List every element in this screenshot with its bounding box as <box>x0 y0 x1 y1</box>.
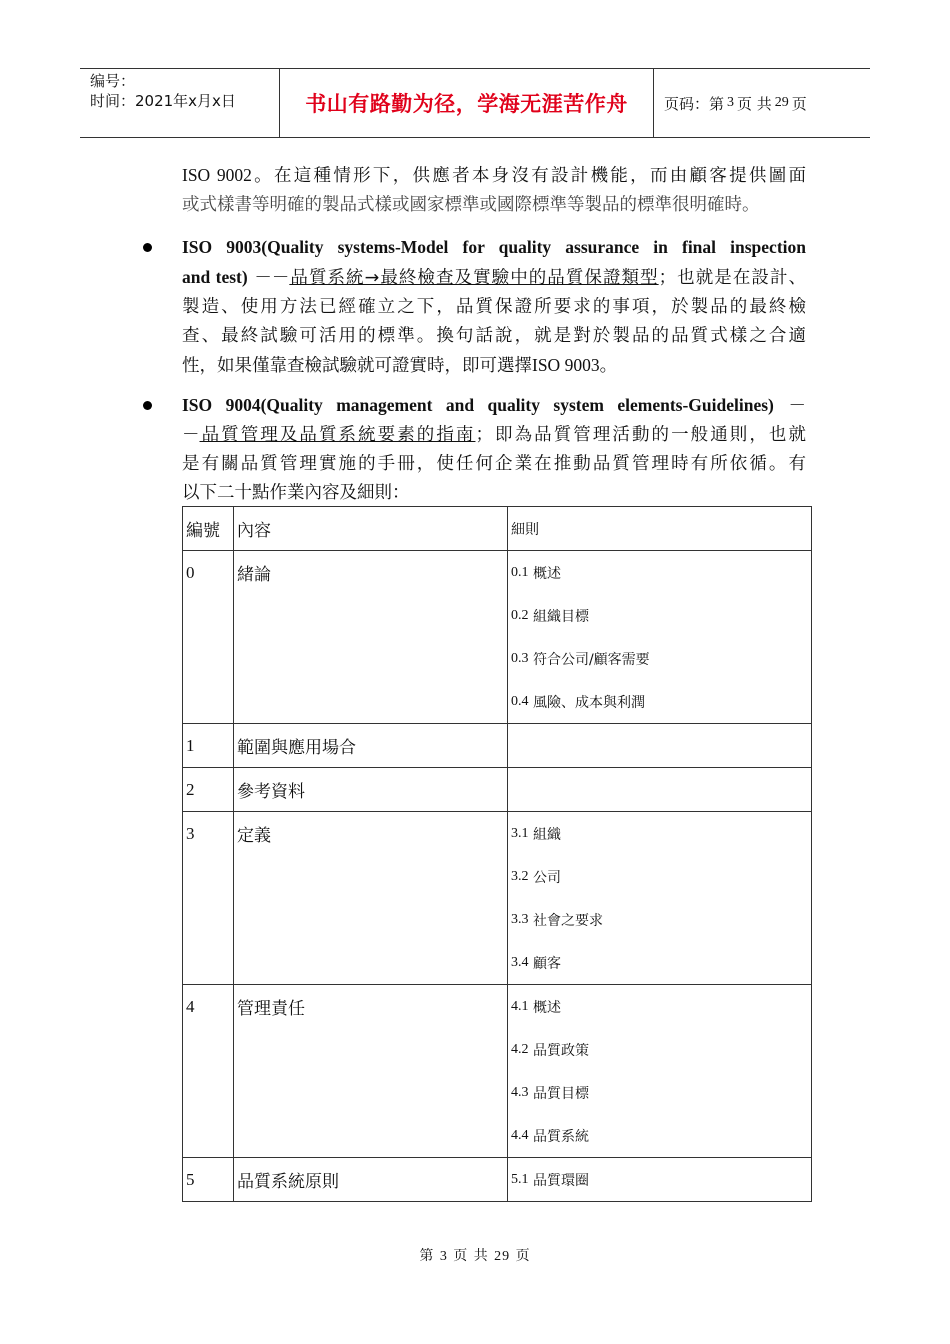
row-details-cell <box>508 1158 812 1202</box>
detail-item <box>508 1028 811 1071</box>
iso9003-line-2 <box>182 263 806 293</box>
iso9004-title: ISO 9004(Quality management and quality system elements-Guidelines) <box>182 395 774 415</box>
number-label: 编号： <box>90 72 136 90</box>
detail-text: 品質政策 <box>528 1042 589 1059</box>
iso9003-line-5-code: ISO 9003 <box>532 355 600 375</box>
page-suffix: 页 <box>791 94 807 113</box>
elements-table <box>182 506 812 1202</box>
footer-total: 29 <box>494 1249 511 1264</box>
row-content-cell <box>234 1158 508 1202</box>
iso9004-dash-2: － <box>182 425 200 445</box>
header-motto: 书山有路勤为径，学海无涯苦作舟 <box>280 69 654 137</box>
header-details: 細則 <box>511 521 539 538</box>
row-content-cell <box>234 812 508 985</box>
iso9003-line-3: 製造、使用方法已經確立之下，品質保證所要求的事項，於製品的最終檢 <box>182 297 806 317</box>
detail-item <box>508 1158 811 1201</box>
row-content: 緒論 <box>237 565 271 585</box>
detail-number: 4.1 <box>511 998 529 1014</box>
detail-item <box>508 680 811 723</box>
row-number: 5 <box>186 1169 195 1189</box>
table-row <box>183 724 812 768</box>
intro-paragraph <box>182 161 806 220</box>
header-content: 內容 <box>237 521 271 541</box>
detail-number: 0.4 <box>511 693 529 709</box>
row-content-cell <box>234 985 508 1158</box>
iso9003-title: ISO 9003(Quality systems-Model for quality assurance in final inspection <box>182 237 806 257</box>
row-content: 品質系統原則 <box>237 1172 339 1192</box>
row-no-cell <box>183 812 234 985</box>
iso9004-line-3: 是有關品質管理實施的手冊，使任何企業在推動品質管理時有所依循。有 <box>182 454 806 474</box>
table-row <box>183 985 812 1158</box>
row-details-cell <box>508 812 812 985</box>
iso9004-dash-1: － <box>773 396 806 416</box>
intro-code: ISO 9002 <box>182 165 252 185</box>
row-content-cell <box>234 724 508 768</box>
row-no-cell <box>183 724 234 768</box>
detail-number: 4.2 <box>511 1041 529 1057</box>
row-details-cell <box>508 768 812 812</box>
footer-suffix: 页 <box>515 1248 531 1264</box>
row-content: 管理責任 <box>237 999 305 1019</box>
detail-number: 3.3 <box>511 911 529 927</box>
header-meta <box>80 69 280 137</box>
detail-item <box>508 1114 811 1157</box>
bullet-dot <box>143 243 152 252</box>
iso9004-paragraph <box>182 391 806 508</box>
row-content-cell <box>234 551 508 724</box>
detail-item <box>508 637 811 680</box>
row-content-cell <box>234 768 508 812</box>
row-content: 範圍與應用場合 <box>237 738 356 758</box>
iso9003-line-4: 查、最終試驗可活用的標準。換句話說，就是對於製品的品質式樣之合適 <box>182 326 806 346</box>
iso9003-dash: －－ <box>247 268 290 288</box>
row-number: 1 <box>186 735 195 755</box>
detail-item <box>508 812 811 855</box>
iso9003-title-end: and test) <box>182 267 248 287</box>
detail-text: 概述 <box>528 565 561 582</box>
header-no: 編號 <box>186 521 220 541</box>
row-no-cell <box>183 551 234 724</box>
detail-text: 品質目標 <box>528 1085 589 1102</box>
detail-item <box>508 855 811 898</box>
page-current: 3 <box>727 95 735 110</box>
detail-number: 4.3 <box>511 1084 529 1100</box>
detail-item <box>508 985 811 1028</box>
iso9004-title-line <box>182 391 806 421</box>
footer-mid: 页 共 <box>453 1248 489 1264</box>
header-page-number <box>654 69 870 137</box>
row-number: 3 <box>186 823 195 843</box>
page-total: 29 <box>774 95 789 110</box>
row-number: 2 <box>186 779 195 799</box>
row-no-cell <box>183 1158 234 1202</box>
detail-item <box>508 941 811 984</box>
detail-text: 組織 <box>528 826 561 843</box>
row-content: 定義 <box>237 826 271 846</box>
iso9003-underlined: 品質系統→最終檢查及實驗中的品質保證類型 <box>289 268 659 288</box>
detail-text: 顧客 <box>528 955 561 972</box>
iso9003-title-line <box>182 233 806 263</box>
row-number: 0 <box>186 562 195 582</box>
detail-number: 0.2 <box>511 607 529 623</box>
detail-number: 3.2 <box>511 868 529 884</box>
header-cell-details <box>508 507 812 551</box>
iso9003-line-5 <box>182 351 806 381</box>
detail-text: 概述 <box>528 999 561 1016</box>
page-footer <box>0 1245 950 1265</box>
detail-number: 3.1 <box>511 825 529 841</box>
table-row <box>183 551 812 724</box>
iso9004-line-4: 以下二十點作業內容及細則： <box>182 483 410 503</box>
table-row <box>183 1158 812 1202</box>
detail-empty <box>508 724 811 767</box>
page-prefix: 页码：第 <box>664 94 725 113</box>
date-label: 时间：2021年x月x日 <box>90 92 236 110</box>
detail-text: 風險、成本與利潤 <box>528 694 645 711</box>
row-content: 參考資料 <box>237 782 305 802</box>
detail-number: 4.4 <box>511 1127 529 1143</box>
detail-text: 符合公司/顧客需要 <box>528 651 650 668</box>
intro-line-1-text: 。在這種情形下，供應者本身沒有設計機能，而由顧客提供圖面 <box>251 166 807 186</box>
row-number: 4 <box>186 996 195 1016</box>
row-no-cell <box>183 768 234 812</box>
header-cell-content <box>234 507 508 551</box>
detail-number: 0.3 <box>511 650 529 666</box>
iso9004-line-2 <box>182 421 806 450</box>
page-mid: 页 共 <box>737 94 772 113</box>
detail-text: 公司 <box>528 869 561 886</box>
detail-text: 品質系統 <box>528 1128 589 1145</box>
footer-current: 3 <box>439 1249 448 1264</box>
iso9003-line-5-end: 。 <box>599 356 618 376</box>
page-header <box>80 68 870 138</box>
iso9004-after: ；即為品質管理活動的一般通則，也就 <box>475 425 806 445</box>
row-no-cell <box>183 985 234 1158</box>
detail-number: 0.1 <box>511 564 529 580</box>
detail-number: 5.1 <box>511 1171 529 1187</box>
header-cell-no <box>183 507 234 551</box>
iso9003-paragraph <box>182 233 806 381</box>
row-details-cell <box>508 551 812 724</box>
detail-item <box>508 898 811 941</box>
table-row <box>183 768 812 812</box>
detail-item <box>508 551 811 594</box>
table-row <box>183 812 812 985</box>
detail-text: 組織目標 <box>528 608 589 625</box>
row-details-cell <box>508 985 812 1158</box>
iso9003-after: ；也就是在設計、 <box>658 268 806 288</box>
intro-line-1 <box>182 161 806 191</box>
table-header-row <box>183 507 812 551</box>
detail-text: 品質環圈 <box>528 1172 589 1189</box>
detail-item <box>508 1071 811 1114</box>
detail-item <box>508 594 811 637</box>
intro-line-2: 或式樣書等明確的製品式樣或國家標準或國際標準等製品的標準很明確時。 <box>182 195 760 215</box>
detail-text: 社會之要求 <box>528 912 603 929</box>
detail-empty <box>508 768 811 811</box>
row-details-cell <box>508 724 812 768</box>
footer-prefix: 第 <box>419 1248 435 1264</box>
iso9004-underlined: 品質管理及品質系統要素的指南 <box>199 425 476 445</box>
iso9003-line-5-pre: 性，如果僅靠查檢試驗就可證實時，即可選擇 <box>182 356 532 376</box>
detail-number: 3.4 <box>511 954 529 970</box>
bullet-dot <box>143 401 152 410</box>
